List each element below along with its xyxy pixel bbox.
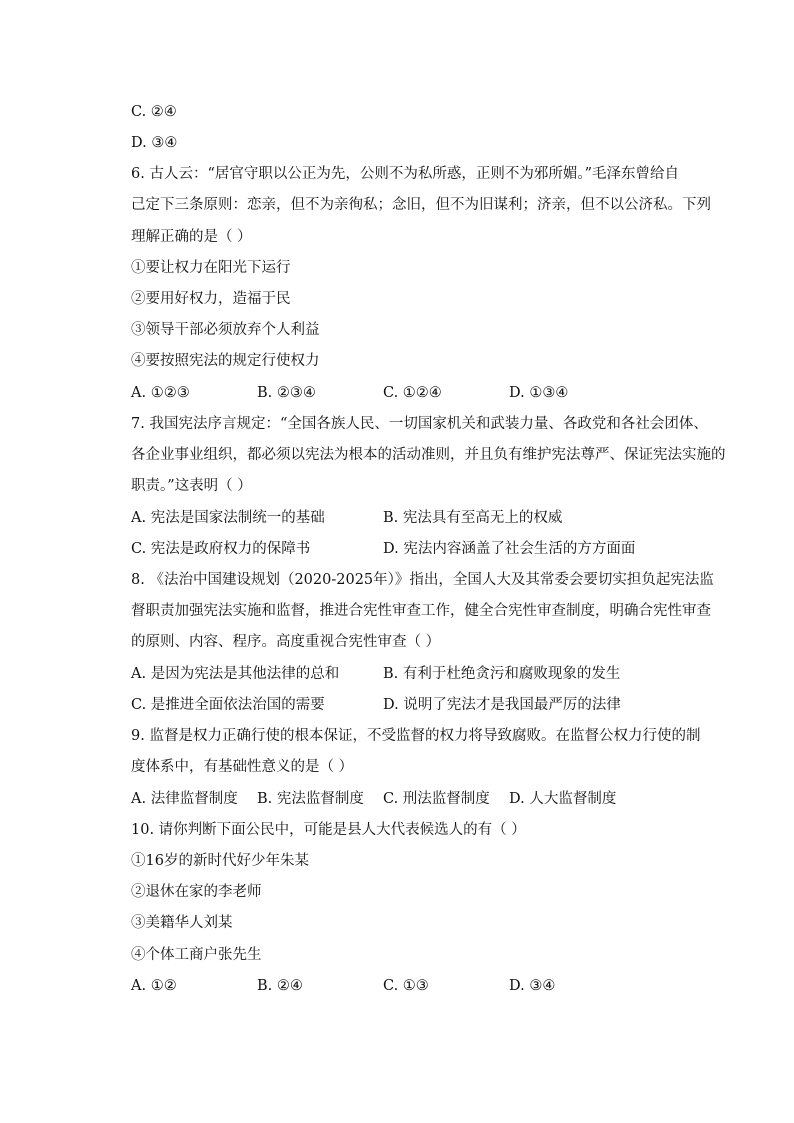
q10-stem-line-1: 10. 请你判断下面公民中，可能是县人大代表候选人的有（ ） [131, 822, 526, 838]
q8-options-row-2 [131, 695, 691, 715]
q10-option-c: C. ①③ [383, 978, 429, 994]
q7-options-row-2 [131, 539, 691, 559]
q9-stem-line-1: 9. 监督是权力正确行使的根本保证，不受监督的权力将导致腐败。在监督公权力行使的制 [131, 728, 701, 744]
q10-item-2: ②退休在家的李老师 [131, 884, 262, 900]
q7-stem-line-3: 职责。”这表明（ ） [131, 478, 252, 494]
q6-item-1: ①要让权力在阳光下运行 [131, 260, 291, 276]
q8-option-d: D. 说明了宪法才是我国最严厉的法律 [383, 697, 621, 713]
q6-option-d: D. ①③④ [509, 385, 569, 401]
q7-option-b: B. 宪法具有至高无上的权威 [383, 510, 563, 526]
q10-option-a: A. ①② [131, 978, 177, 994]
q7-option-c: C. 宪法是政府权力的保障书 [131, 541, 311, 557]
q10-item-4: ④个体工商户张先生 [131, 947, 262, 963]
q10-item-1: ①16岁的新时代好少年朱某 [131, 853, 309, 869]
prev-option-c: C. ②④ [131, 104, 177, 120]
q6-stem-line-1: 6. 古人云：“居官守职以公正为先，公则不为私所惑，正则不为邪所媚。”毛泽东曾给自 [131, 166, 680, 182]
q10-options [131, 976, 651, 996]
q9-option-d: D. 人大监督制度 [509, 791, 617, 807]
q6-item-4: ④要按照宪法的规定行使权力 [131, 353, 320, 369]
q9-option-c: C. 刑法监督制度 [383, 791, 490, 807]
prev-option-d: D. ③④ [131, 135, 178, 151]
q6-options [131, 383, 651, 403]
q10-item-3: ③美籍华人刘某 [131, 915, 233, 931]
q8-option-a: A. 是因为宪法是其他法律的总和 [131, 666, 340, 682]
q8-stem-line-2: 督职责加强宪法实施和监督，推进合宪性审查工作，健全合宪性审查制度，明确合宪性审查 [131, 603, 711, 619]
q7-stem-line-1: 7. 我国宪法序言规定：“全国各族人民、一切国家机关和武装力量、各政党和各社会团体、 [131, 416, 708, 432]
q6-item-3: ③领导干部必须放弃个人利益 [131, 322, 320, 338]
q6-stem-line-3: 理解正确的是（ ） [131, 229, 252, 245]
q8-stem-line-3: 的原则、内容、程序。高度重视合宪性审查（ ） [131, 634, 441, 650]
q10-option-d: D. ③④ [509, 978, 556, 994]
q7-options-row-1 [131, 508, 691, 528]
q9-stem-line-2: 度体系中，有基础性意义的是（ ） [131, 759, 354, 775]
q9-option-b: B. 宪法监督制度 [257, 791, 364, 807]
q8-stem-line-1: 8. 《法治中国建设规划（2020-2025年）》指出，全国人大及其常委会要切实担负起宪法监 [131, 572, 714, 588]
q6-stem-line-2: 己定下三条原则：恋亲，但不为亲徇私；念旧，但不为旧谋利；济亲，但不以公济私。下列 [131, 197, 711, 213]
q9-options [131, 789, 651, 809]
q8-option-c: C. 是推进全面依法治国的需要 [131, 697, 325, 713]
q7-option-d: D. 宪法内容涵盖了社会生活的方方面面 [383, 541, 636, 557]
q6-option-c: C. ①②④ [383, 385, 442, 401]
q10-option-b: B. ②④ [257, 978, 303, 994]
q6-item-2: ②要用好权力，造福于民 [131, 291, 291, 307]
q6-option-b: B. ②③④ [257, 385, 316, 401]
q8-option-b: B. 有利于杜绝贪污和腐败现象的发生 [383, 666, 621, 682]
q9-option-a: A. 法律监督制度 [131, 791, 238, 807]
q8-options-row-1 [131, 664, 691, 684]
q6-option-a: A. ①②③ [131, 385, 190, 401]
q7-option-a: A. 宪法是国家法制统一的基础 [131, 510, 325, 526]
q7-stem-line-2: 各企业事业组织，都必须以宪法为根本的活动准则，并且负有维护宪法尊严、保证宪法实施的 [131, 447, 726, 463]
